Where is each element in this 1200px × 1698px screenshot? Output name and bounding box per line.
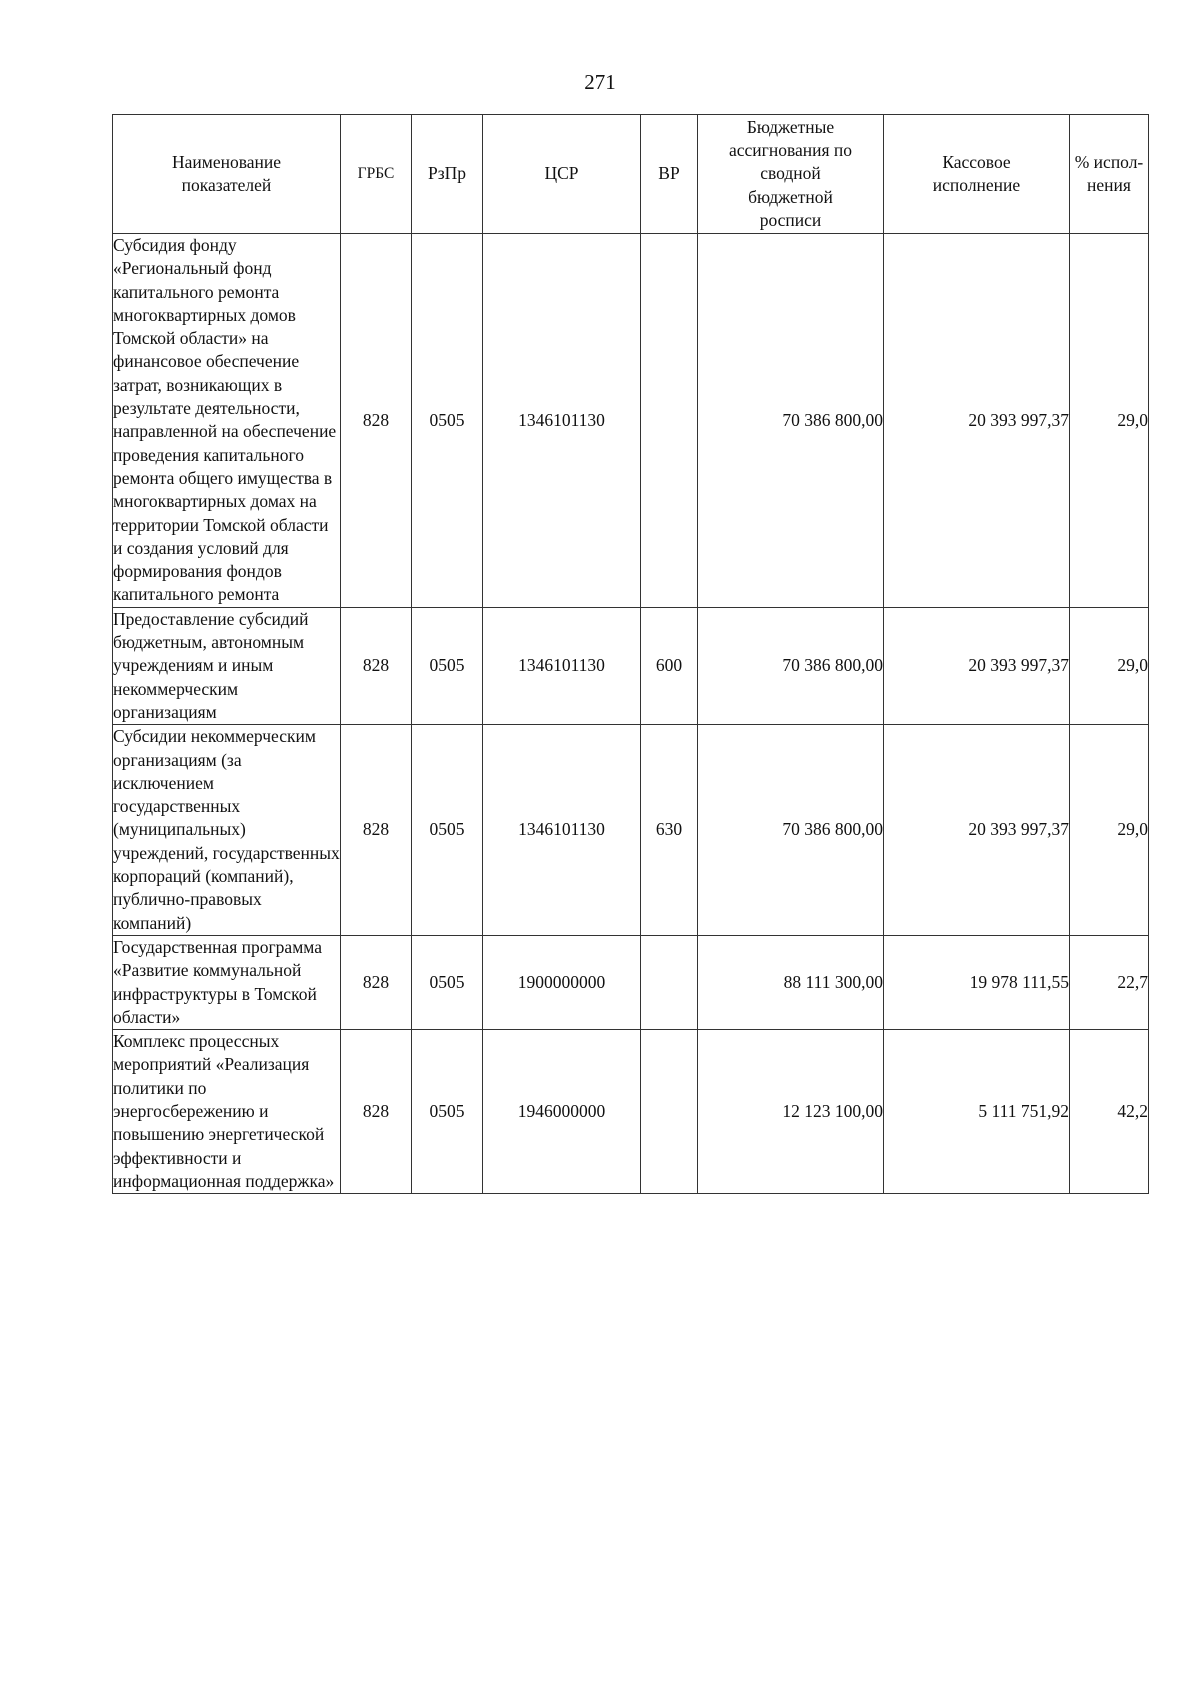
row-budget: 70 386 800,00 <box>698 234 884 608</box>
page-number: 271 <box>584 70 616 94</box>
header-csr: ЦСР <box>483 115 641 234</box>
row-cash: 19 978 111,55 <box>884 935 1070 1029</box>
row-rzpr: 0505 <box>412 234 483 608</box>
row-rzpr: 0505 <box>412 607 483 724</box>
row-vr: 600 <box>641 607 698 724</box>
row-grbs: 828 <box>341 1030 412 1194</box>
row-budget: 70 386 800,00 <box>698 725 884 936</box>
row-rzpr: 0505 <box>412 725 483 936</box>
row-cash: 20 393 997,37 <box>884 607 1070 724</box>
header-name: Наименование показателей <box>113 115 341 234</box>
row-percent: 42,2 <box>1070 1030 1149 1194</box>
row-cash: 20 393 997,37 <box>884 725 1070 936</box>
row-csr: 1946000000 <box>483 1030 641 1194</box>
table-row <box>113 607 1149 724</box>
row-rzpr: 0505 <box>412 1030 483 1194</box>
header-grbs: ГРБС <box>341 115 412 234</box>
row-rzpr: 0505 <box>412 935 483 1029</box>
row-csr: 1346101130 <box>483 725 641 936</box>
row-budget: 88 111 300,00 <box>698 935 884 1029</box>
row-name: Предоставление субсидий бюджетным, автономным учреждениям и иным некоммерческим организациям <box>113 607 341 724</box>
table-header-row <box>113 115 1149 234</box>
row-budget: 70 386 800,00 <box>698 607 884 724</box>
table-row <box>113 234 1149 608</box>
row-grbs: 828 <box>341 607 412 724</box>
row-percent: 29,0 <box>1070 725 1149 936</box>
header-rzpr: РзПр <box>412 115 483 234</box>
row-csr: 1900000000 <box>483 935 641 1029</box>
row-grbs: 828 <box>341 935 412 1029</box>
budget-execution-table <box>112 114 1149 1194</box>
table-row <box>113 725 1149 936</box>
row-vr <box>641 1030 698 1194</box>
table-row <box>113 935 1149 1029</box>
header-cash: Кассовое исполнение <box>884 115 1070 234</box>
header-percent: % испол-нения <box>1070 115 1149 234</box>
row-cash: 20 393 997,37 <box>884 234 1070 608</box>
row-percent: 29,0 <box>1070 234 1149 608</box>
table-row <box>113 1030 1149 1194</box>
row-grbs: 828 <box>341 234 412 608</box>
row-grbs: 828 <box>341 725 412 936</box>
row-csr: 1346101130 <box>483 234 641 608</box>
row-name: Субсидия фонду «Региональный фонд капитального ремонта многоквартирных домов Томской области» на финансовое обеспечение затрат, возникающих в результате деятельности, направленной на обеспечение проведения капитального ремонта общего имущества в многоквартирных домах на территории Томской области и создания условий для формирования фондов капитального ремонта <box>113 234 341 608</box>
row-name: Государственная программа «Развитие коммунальной инфраструктуры в Томской области» <box>113 935 341 1029</box>
row-name: Комплекс процессных мероприятий «Реализация политики по энергосбережению и повышению энергетической эффективности и информационная поддержка» <box>113 1030 341 1194</box>
row-vr <box>641 935 698 1029</box>
row-percent: 22,7 <box>1070 935 1149 1029</box>
row-cash: 5 111 751,92 <box>884 1030 1070 1194</box>
row-percent: 29,0 <box>1070 607 1149 724</box>
header-vr: ВР <box>641 115 698 234</box>
row-vr <box>641 234 698 608</box>
row-budget: 12 123 100,00 <box>698 1030 884 1194</box>
header-budget: Бюджетные ассигнования по сводной бюджетной росписи <box>698 115 884 234</box>
row-csr: 1346101130 <box>483 607 641 724</box>
row-vr: 630 <box>641 725 698 936</box>
row-name: Субсидии некоммерческим организациям (за исключением государственных (муниципальных) учреждений, государственных корпораций (компаний), публично-правовых компаний) <box>113 725 341 936</box>
